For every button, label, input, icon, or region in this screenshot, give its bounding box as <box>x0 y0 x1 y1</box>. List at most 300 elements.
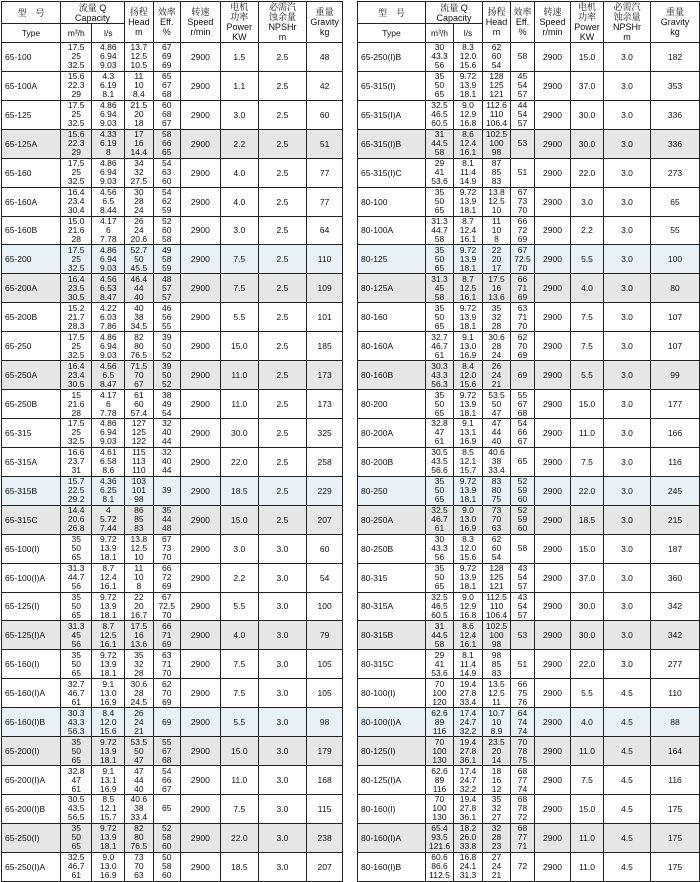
flow-m3h-cell-value: 28 <box>71 407 81 418</box>
npsh-cell: 3.0 <box>604 216 651 245</box>
head-cell-value: 80 <box>134 340 144 351</box>
weight-cell: 116 <box>651 766 700 795</box>
efficiency-cell-value: 35 <box>161 505 172 516</box>
table-row <box>2 476 343 505</box>
flow-ls-cell-value: 12.1 <box>459 456 477 467</box>
table-row <box>358 708 700 737</box>
flow-ls-cell-value: 13.9 <box>100 745 117 756</box>
flow-m3h-cell-value: 21.7 <box>67 311 85 322</box>
table-row <box>358 621 700 650</box>
head-cell-value: 10 <box>134 572 144 583</box>
table-row <box>2 708 343 737</box>
table-row <box>2 361 343 390</box>
flow-m3h-cell-value: 46.7 <box>431 514 448 525</box>
pump-type-cell: 80-200B <box>358 447 426 476</box>
table-row <box>2 563 343 592</box>
header-head <box>125 2 153 43</box>
flow-m3h-cell-value: 22.3 <box>67 138 85 149</box>
head-cell-value: 23.5 <box>488 736 505 747</box>
flow-m3h-cell <box>60 621 92 650</box>
header-npsh-unit: m <box>623 32 631 42</box>
head-cell-value: 46.4 <box>130 273 148 284</box>
head-cell-value: 32 <box>491 803 502 814</box>
flow-m3h-cell-value: 61 <box>71 783 81 794</box>
flow-ls-cell <box>454 621 483 650</box>
flow-ls-cell <box>454 361 483 390</box>
head-cell <box>125 708 153 737</box>
flow-ls-cell-value: 8.5 <box>102 794 115 805</box>
speed-cell: 2900 <box>535 71 571 100</box>
flow-m3h-cell-value: 31.3 <box>431 216 448 226</box>
efficiency-cell-value: 53 <box>517 629 528 640</box>
table-row <box>2 737 343 766</box>
flow-m3h-cell <box>60 303 92 332</box>
head-cell-value: 28 <box>134 196 144 207</box>
flow-ls-cell-value: 6.19 <box>100 80 117 91</box>
efficiency-cell-value: 67 <box>161 118 172 129</box>
header-weight-unit: kg <box>319 27 330 37</box>
head-cell-value: 17 <box>134 129 144 140</box>
weight-cell: 105 <box>307 679 343 708</box>
efficiency-cell-value: 67 <box>161 534 172 545</box>
head-cell-value: 38 <box>134 803 144 814</box>
npsh-cell: 3.0 <box>604 303 651 332</box>
efficiency-cell <box>511 158 535 187</box>
flow-m3h-cell-value: 65 <box>71 754 81 765</box>
efficiency-cell-value: 59 <box>517 514 528 525</box>
flow-ls-cell-value: 19.4 <box>459 736 477 747</box>
head-cell-value: 102.5 <box>485 129 508 140</box>
weight-cell: 51 <box>307 129 343 158</box>
efficiency-cell <box>511 303 535 332</box>
head-cell-value: 32 <box>491 311 502 322</box>
head-cell-value: 113 <box>132 456 146 467</box>
efficiency-cell-value: 70 <box>517 205 528 216</box>
header-power-cn1: 电机 <box>578 2 597 12</box>
power-cell: 30.0 <box>220 418 258 447</box>
flow-m3h-cell <box>426 592 454 621</box>
flow-m3h-cell-value: 30 <box>434 534 445 545</box>
weight-cell: 107 <box>651 332 700 361</box>
pump-type-cell: 80-125(I) <box>358 737 426 766</box>
flow-ls-cell <box>454 418 483 447</box>
efficiency-cell <box>153 534 180 563</box>
speed-cell: 2900 <box>535 505 571 534</box>
power-cell: 7.5 <box>571 303 604 332</box>
flow-ls-cell-value: 9.0 <box>462 592 474 602</box>
pump-type-cell: 65-100(I)A <box>2 563 61 592</box>
efficiency-cell-value: 45 <box>517 71 528 82</box>
efficiency-cell <box>153 823 180 852</box>
flow-m3h-cell-value: 45 <box>434 282 445 293</box>
efficiency-cell-value: 69 <box>161 638 172 649</box>
weight-cell: 173 <box>307 361 343 390</box>
efficiency-cell-value: 74 <box>517 725 528 736</box>
efficiency-cell <box>153 129 180 158</box>
flow-ls-cell-value: 9.03 <box>100 349 117 360</box>
flow-ls-cell <box>92 505 125 534</box>
head-cell-value: 47 <box>491 418 502 429</box>
flow-m3h-cell-value: 44.7 <box>431 224 448 235</box>
efficiency-cell-value: 62 <box>161 196 172 207</box>
efficiency-cell-value: 58 <box>517 543 528 554</box>
header-head-unit: m <box>135 27 143 37</box>
head-cell <box>125 129 153 158</box>
head-cell-value: 12.5 <box>130 543 148 554</box>
header-flow <box>426 2 483 24</box>
pump-type-cell: 65-315(I) <box>358 71 426 100</box>
speed-cell: 2900 <box>535 274 571 303</box>
flow-ls-cell-value: 8.6 <box>102 465 115 476</box>
power-cell: 11.0 <box>571 737 604 766</box>
npsh-cell: 3.0 <box>258 650 306 679</box>
flow-ls-cell <box>454 823 483 852</box>
power-cell: 18.5 <box>571 505 604 534</box>
speed-cell: 2900 <box>180 187 220 216</box>
head-cell-value: 18 <box>134 118 144 129</box>
efficiency-cell-value: 62 <box>161 678 172 689</box>
head-cell-value: 63 <box>491 523 502 534</box>
flow-m3h-cell-value: 56 <box>71 638 81 649</box>
flow-m3h-cell <box>60 245 92 274</box>
flow-ls-cell-value: 16.1 <box>100 638 117 649</box>
head-cell-value: 60 <box>491 51 502 62</box>
head-cell-value: 13.5 <box>488 678 505 689</box>
flow-m3h-cell-value: 35 <box>434 389 445 400</box>
head-cell <box>125 216 153 245</box>
head-cell-value: 82 <box>134 823 144 834</box>
efficiency-cell <box>511 129 535 158</box>
flow-ls-cell <box>454 129 483 158</box>
flow-ls-cell-value: 4.56 <box>100 360 117 371</box>
head-cell-value: 26 <box>491 360 502 371</box>
flow-m3h-cell-value: 31.3 <box>67 563 85 574</box>
header-flow-unit-ls: l/s <box>454 24 483 43</box>
head-cell-value: 57.4 <box>130 407 148 418</box>
flow-m3h-cell <box>60 476 92 505</box>
pump-type-cell: 65-100 <box>2 43 61 72</box>
efficiency-cell-value: 65 <box>161 803 172 814</box>
weight-cell: 110 <box>307 245 343 274</box>
efficiency-cell-value: 78 <box>517 803 528 814</box>
table-row <box>2 390 343 419</box>
efficiency-cell-value: 68 <box>161 109 172 120</box>
table-row <box>358 100 700 129</box>
table-row <box>2 679 343 708</box>
table-row <box>2 621 343 650</box>
pump-type-cell: 65-160(I) <box>2 650 61 679</box>
head-cell-value: 10 <box>491 716 502 727</box>
flow-m3h-cell <box>426 390 454 419</box>
flow-ls-cell <box>92 43 125 72</box>
npsh-cell: 2.5 <box>258 418 306 447</box>
head-cell-value: 28 <box>491 832 502 843</box>
head-cell-value: 32 <box>134 658 144 669</box>
flow-m3h-cell-value: 31.3 <box>67 620 85 631</box>
flow-ls-cell-value: 4.33 <box>100 129 117 140</box>
flow-m3h-cell-value: 23.4 <box>67 369 85 380</box>
pump-type-cell: 65-200(I) <box>2 737 61 766</box>
efficiency-cell-value: 67 <box>517 436 528 447</box>
efficiency-cell <box>511 737 535 766</box>
efficiency-cell-value: 48 <box>161 523 172 534</box>
power-cell: 3.0 <box>220 534 258 563</box>
head-cell-value: 100 <box>489 629 504 640</box>
pump-type-cell: 65-200A <box>2 274 61 303</box>
table-row <box>2 794 343 823</box>
flow-ls-cell <box>92 679 125 708</box>
weight-cell: 42 <box>307 71 343 100</box>
table-row <box>358 737 700 766</box>
header-model-cn: 型 号 <box>358 2 426 24</box>
npsh-cell: 4.5 <box>604 766 651 795</box>
flow-m3h-cell-value: 30.5 <box>67 794 85 805</box>
power-cell: 11.0 <box>220 361 258 390</box>
head-cell-value: 10 <box>491 224 502 235</box>
efficiency-cell <box>153 100 180 129</box>
head-cell <box>125 332 153 361</box>
head-cell-value: 35 <box>491 794 502 805</box>
power-cell: 5.5 <box>220 303 258 332</box>
table-row <box>358 361 700 390</box>
head-cell <box>483 187 511 216</box>
power-cell: 30.0 <box>571 129 604 158</box>
power-cell: 4.0 <box>571 708 604 737</box>
flow-m3h-cell-value: 30.5 <box>67 291 85 302</box>
pump-type-cell: 65-315B <box>2 476 61 505</box>
flow-ls-cell <box>454 534 483 563</box>
head-cell-value: 98 <box>134 494 144 505</box>
head-cell-value: 76.5 <box>130 841 148 852</box>
efficiency-cell <box>511 447 535 476</box>
flow-m3h-cell-value: 65 <box>434 407 445 418</box>
flow-ls-cell <box>454 650 483 679</box>
head-cell-value: 50 <box>491 398 502 409</box>
head-cell-value: 30 <box>134 187 144 198</box>
npsh-cell: 2.5 <box>258 505 306 534</box>
flow-m3h-cell-value: 15.2 <box>67 302 85 313</box>
flow-ls-cell-value: 17.4 <box>459 707 477 718</box>
efficiency-cell-value: 39 <box>161 331 172 342</box>
flow-ls-cell-value: 9.0 <box>462 100 474 111</box>
weight-cell: 110 <box>651 679 700 708</box>
speed-cell: 2900 <box>535 447 571 476</box>
efficiency-cell <box>153 737 180 766</box>
flow-ls-cell-value: 9.1 <box>102 765 115 776</box>
head-cell <box>483 679 511 708</box>
efficiency-cell-value: 46 <box>161 302 172 313</box>
efficiency-cell-value: 39 <box>161 485 172 496</box>
power-cell: 7.5 <box>571 332 604 361</box>
header-npsh-en: NPSHr <box>268 22 297 32</box>
flow-ls-cell-value: 6.19 <box>100 138 117 149</box>
flow-ls-cell-value: 4.86 <box>100 418 117 429</box>
flow-m3h-cell <box>426 332 454 361</box>
efficiency-cell-value: 70 <box>161 667 172 678</box>
flow-ls-cell <box>92 447 125 476</box>
pump-type-cell: 80-315A <box>358 592 426 621</box>
flow-m3h-cell-value: 89 <box>434 716 445 727</box>
head-cell <box>483 505 511 534</box>
flow-m3h-cell <box>426 476 454 505</box>
head-cell-value: 80 <box>491 485 502 496</box>
pump-type-cell: 65-160(I)B <box>2 708 61 737</box>
efficiency-cell-value: 70 <box>161 552 172 563</box>
efficiency-cell-value: 65 <box>161 147 172 158</box>
header-npsh <box>604 2 651 43</box>
pump-type-cell: 65-315(I)A <box>358 100 426 129</box>
flow-ls-cell-value: 14.9 <box>459 176 477 187</box>
header-power-cn1: 电机 <box>230 2 249 12</box>
flow-ls-cell-value: 15.6 <box>459 378 477 389</box>
pump-type-cell: 65-315(I)C <box>358 158 426 187</box>
header-capacity: Capacity <box>436 12 472 23</box>
flow-m3h-cell <box>426 823 454 852</box>
efficiency-cell <box>511 679 535 708</box>
efficiency-cell-value: 48 <box>161 273 172 284</box>
efficiency-cell-value: 71 <box>517 841 528 852</box>
flow-m3h-cell <box>60 216 92 245</box>
speed-cell: 2900 <box>535 823 571 852</box>
flow-ls-cell-value: 8.3 <box>462 534 474 545</box>
head-cell-value: 21.5 <box>130 100 148 111</box>
efficiency-cell-value: 72.5 <box>514 253 531 264</box>
table-row <box>2 766 343 795</box>
npsh-cell: 2.5 <box>258 332 306 361</box>
head-cell <box>483 71 511 100</box>
flow-ls-cell-value: 27.8 <box>459 745 477 756</box>
table-row <box>358 158 700 187</box>
efficiency-cell <box>153 766 180 795</box>
power-cell: 22.0 <box>571 476 604 505</box>
head-cell-value: 125 <box>131 427 146 438</box>
efficiency-cell <box>153 390 180 419</box>
power-cell: 1.1 <box>220 71 258 100</box>
npsh-cell: 3.0 <box>604 187 651 216</box>
npsh-cell: 3.0 <box>604 621 651 650</box>
efficiency-cell-value: 65 <box>517 456 528 467</box>
head-cell-value: 83 <box>134 523 144 534</box>
flow-m3h-cell-value: 50 <box>434 311 445 322</box>
power-cell: 7.5 <box>220 650 258 679</box>
efficiency-cell <box>153 447 180 476</box>
npsh-cell: 3.0 <box>258 823 306 852</box>
pump-type-cell: 65-315A <box>2 447 61 476</box>
weight-cell: 77 <box>307 158 343 187</box>
npsh-cell: 3.0 <box>604 71 651 100</box>
efficiency-cell <box>511 476 535 505</box>
weight-cell: 65 <box>651 187 700 216</box>
flow-m3h-cell <box>426 852 454 881</box>
flow-ls-cell-value: 9.72 <box>459 187 477 198</box>
efficiency-cell-value: 53 <box>517 138 528 149</box>
flow-m3h-cell <box>60 794 92 823</box>
head-cell-value: 40.6 <box>130 794 148 805</box>
head-cell <box>125 158 153 187</box>
flow-ls-cell-value: 6.94 <box>100 109 117 120</box>
flow-ls-cell-value: 13.0 <box>459 514 477 525</box>
header-speed-cn: 转速 <box>191 7 210 17</box>
flow-m3h-cell <box>60 852 92 881</box>
header-weight-unit: kg <box>670 27 680 37</box>
flow-ls-cell-value: 32.2 <box>459 725 477 736</box>
pump-type-cell: 80-315C <box>358 650 426 679</box>
speed-cell: 2900 <box>535 766 571 795</box>
flow-ls-cell-value: 36.1 <box>459 812 477 823</box>
flow-ls-cell-value: 9.72 <box>459 302 477 313</box>
table-row <box>2 71 343 100</box>
pump-type-cell: 80-160 <box>358 303 426 332</box>
flow-m3h-cell-value: 44.7 <box>67 572 85 583</box>
head-cell-value: 73 <box>134 852 144 863</box>
efficiency-cell-value: 58 <box>517 51 528 62</box>
flow-m3h-cell-value: 17.5 <box>67 42 85 53</box>
speed-cell: 2900 <box>535 592 571 621</box>
table-row <box>358 187 700 216</box>
flow-ls-cell-value: 8.1 <box>462 158 474 169</box>
flow-m3h-cell-value: 32.5 <box>431 100 448 111</box>
flow-m3h-cell <box>60 390 92 419</box>
head-cell-value: 13.8 <box>130 534 148 545</box>
pump-type-cell: 80-200 <box>358 390 426 419</box>
head-cell <box>483 592 511 621</box>
flow-m3h-cell-value: 35 <box>434 563 445 574</box>
efficiency-cell <box>153 505 180 534</box>
flow-ls-cell <box>454 43 483 72</box>
head-cell-value: 28 <box>491 320 502 331</box>
speed-cell: 2900 <box>535 794 571 823</box>
head-cell-value: 54 <box>491 60 502 71</box>
flow-ls-cell-value: 4.61 <box>100 447 117 458</box>
head-cell-value: 11 <box>492 216 501 226</box>
head-cell-value: 22 <box>491 244 502 255</box>
power-cell: 15.0 <box>571 43 604 72</box>
npsh-cell: 4.5 <box>604 852 651 881</box>
head-cell-value: 13.7 <box>130 42 148 53</box>
weight-cell: 187 <box>651 534 700 563</box>
flow-ls-cell-value: 16.1 <box>459 233 477 244</box>
flow-m3h-cell <box>60 187 92 216</box>
flow-m3h-cell-value: 32.7 <box>67 678 85 689</box>
head-cell-value: 20 <box>491 745 502 756</box>
power-cell: 37.0 <box>571 71 604 100</box>
header-speed <box>180 2 220 43</box>
flow-ls-cell-value: 8.1 <box>102 89 115 100</box>
header-head-cn: 扬程 <box>129 7 148 17</box>
head-cell-value: 53.5 <box>130 736 148 747</box>
flow-m3h-cell-value: 17.5 <box>67 100 85 111</box>
flow-m3h-cell-value: 61 <box>71 870 81 881</box>
efficiency-cell-value: 60 <box>161 224 172 235</box>
flow-ls-cell <box>454 708 483 737</box>
npsh-cell: 2.5 <box>258 447 306 476</box>
flow-ls-cell <box>92 332 125 361</box>
efficiency-cell <box>511 418 535 447</box>
flow-m3h-cell-value: 65.4 <box>431 823 448 834</box>
efficiency-cell <box>511 43 535 72</box>
pump-type-cell: 65-315 <box>2 418 61 447</box>
npsh-cell: 3.0 <box>604 592 651 621</box>
table-row <box>358 43 700 72</box>
head-cell-value: 73 <box>491 505 502 516</box>
flow-m3h-cell-value: 35 <box>71 736 81 747</box>
efficiency-cell <box>153 476 180 505</box>
weight-cell: 185 <box>307 332 343 361</box>
flow-ls-cell-value: 5.72 <box>100 514 117 525</box>
efficiency-cell-value: 54 <box>517 572 528 583</box>
weight-cell: 215 <box>651 505 700 534</box>
flow-m3h-cell-value: 30.5 <box>67 378 85 389</box>
